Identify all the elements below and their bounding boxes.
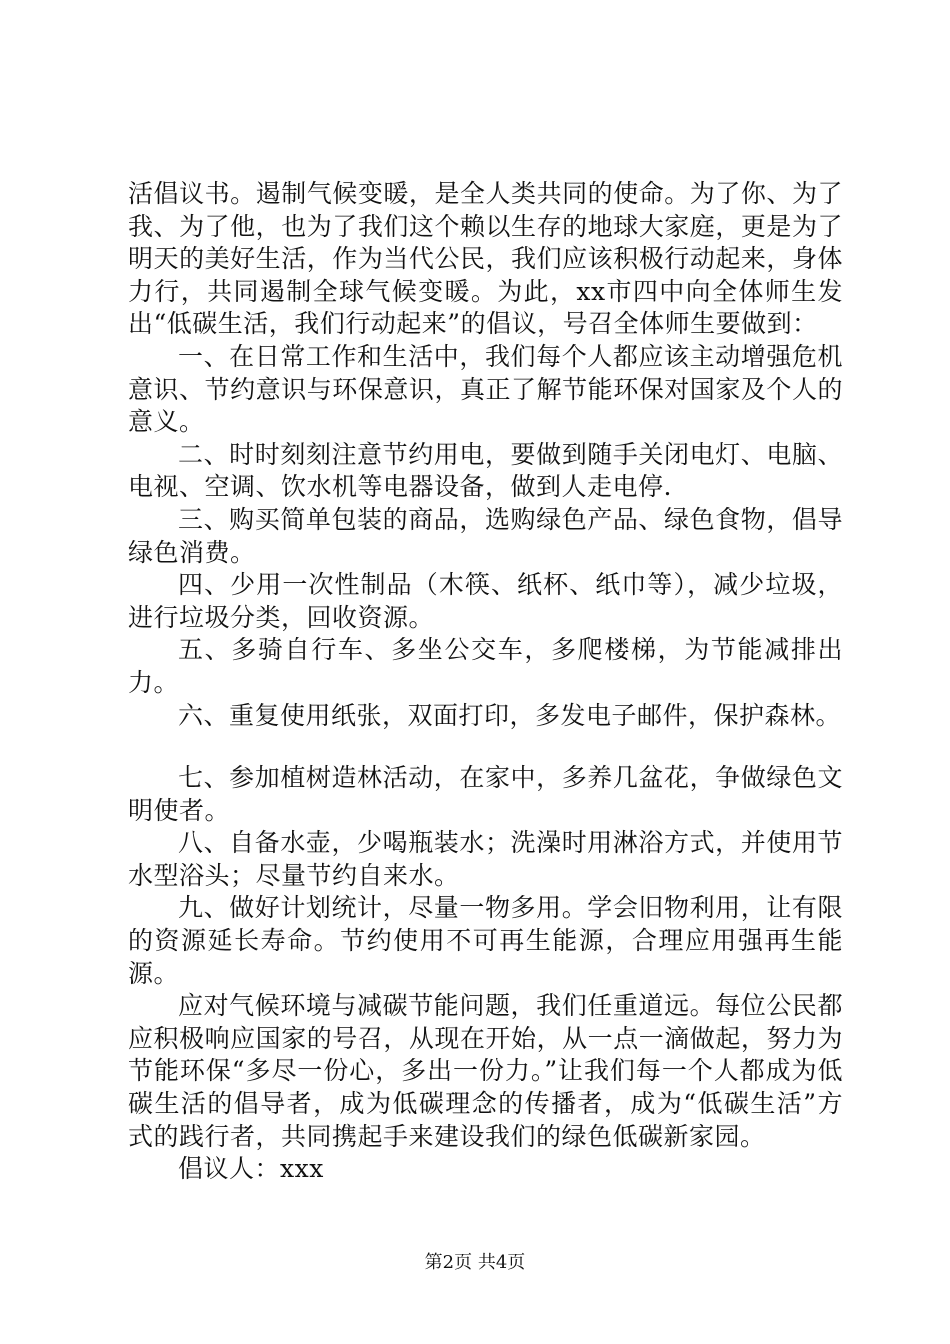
paragraph-item-5: 五、多骑自行车、多坐公交车，多爬楼梯，为节能减排出力。	[128, 635, 843, 697]
document-body	[128, 178, 843, 1186]
page-number-footer: 第2页 共4页	[424, 1252, 526, 1273]
paragraph-item-6: 六、重复使用纸张，双面打印，多发电子邮件，保护森林。	[178, 700, 842, 730]
paragraph-item-8: 八、自备水壶，少喝瓶装水；洗澡时用淋浴方式，并使用节水型浴头；尽量节约自来水。	[128, 828, 843, 890]
paragraph-item-9: 九、做好计划统计，尽量一物多用。学会旧物利用，让有限的资源延长寿命。节约使用不可再生能源，合理应用强再生能源。	[128, 893, 843, 988]
paragraph-conclusion: 应对气候环境与减碳节能问题，我们任重道远。每位公民都应积极响应国家的号召，从现在开始，从一点一滴做起，努力为节能环保“多尽一份心，多出一份力。”让我们每一个人都成为低碳生活的倡导者，成为低碳理念的传播者，成为“低碳生活”方式的践行者，共同携起手来建设我们的绿色低碳新家园。	[128, 991, 843, 1151]
paragraph-item-7: 七、参加植树造林活动，在家中，多养几盆花，争做绿色文明使者。	[128, 763, 843, 825]
signature-line: 倡议人：xxx	[178, 1154, 324, 1184]
paragraph-item-4: 四、少用一次性制品（木筷、纸杯、纸巾等），减少垃圾，进行垃圾分类，回收资源。	[128, 570, 843, 632]
paragraph-item-1: 一、在日常工作和生活中，我们每个人都应该主动增强危机意识、节约意识与环保意识，真正了解节能环保对国家及个人的意义。	[128, 341, 843, 437]
paragraph-item-2: 二、时时刻刻注意节约用电，要做到随手关闭电灯、电脑、电视、空调、饮水机等电器设备，做到人走电停.	[128, 439, 843, 502]
paragraph-intro-continued: 活倡议书。遏制气候变暖，是全人类共同的使命。为了你、为了我、为了他，也为了我们这个赖以生存的地球大家庭，更是为了明天的美好生活，作为当代公民，我们应该积极行动起来，身体力行，共同遏制全球气候变暖。为此，xx市四中向全体师生发出“低碳生活，我们行动起来”的倡议，号召全体师生要做到：	[128, 179, 843, 339]
paragraph-item-3: 三、购买简单包装的商品，选购绿色产品、绿色食物，倡导绿色消费。	[128, 504, 843, 567]
